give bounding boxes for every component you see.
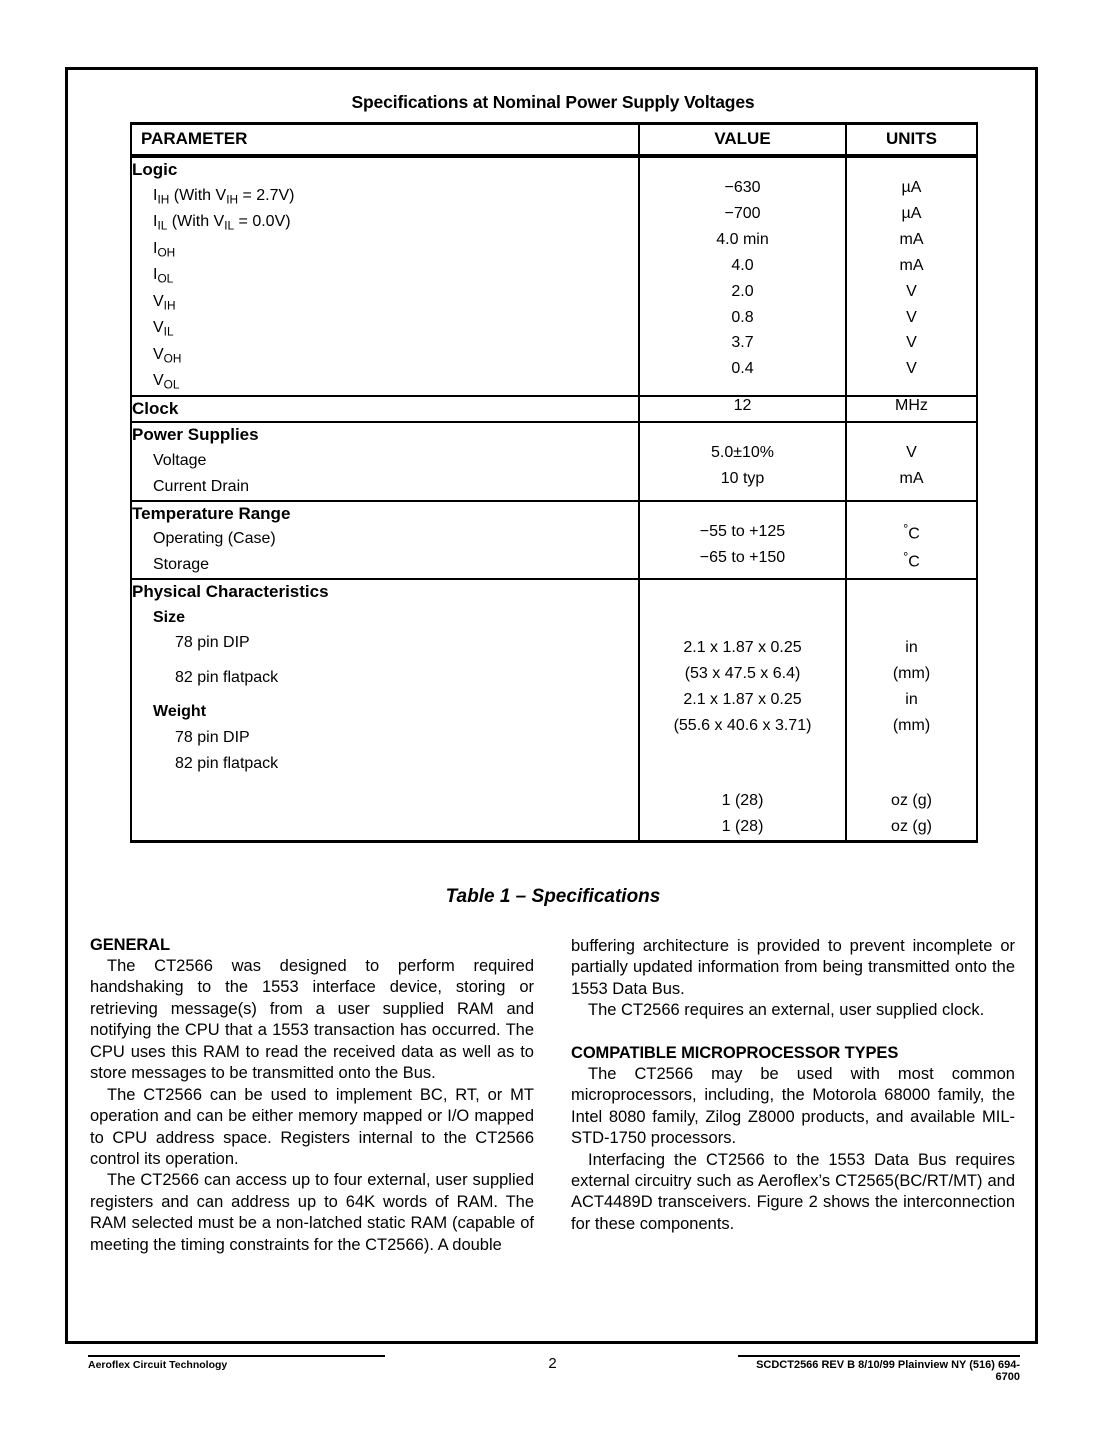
header-units: UNITS <box>846 124 977 157</box>
param-weight-82-pin-flatpack: 82 pin flatpack <box>175 754 279 772</box>
param-vol: $V_{OL}$ <box>153 372 180 392</box>
physical-parameter-cell <box>131 579 639 841</box>
general-paragraph-1: The CT2566 was designed to perform required handshaking to the 1553 interface device, storing or retrieving message(s) from a user supplied RAM and notifying the CPU that a 1553 transaction has occurred. The CPU uses this RAM to read the received data as well as to store messages to be transmitted onto the Bus. <box>90 957 534 1083</box>
temp-units-cell <box>846 501 977 579</box>
units-operating-case: °C <box>903 520 920 542</box>
physical-units-cell <box>846 579 977 841</box>
specifications-table <box>130 122 978 843</box>
units-vil: V <box>906 308 917 326</box>
clock-parameter-cell <box>131 396 639 423</box>
value-voh: 3.7 <box>731 334 754 352</box>
units-vol: V <box>906 360 917 378</box>
param-current-drain: Current Drain <box>153 477 250 495</box>
temp-value-cell <box>639 501 846 579</box>
value-iih: −630 <box>724 179 761 196</box>
value-voltage: 5.0±10% <box>710 444 775 462</box>
table-header-row <box>131 124 977 157</box>
general-paragraph-3: The CT2566 can access up to four external, user supplied registers and can address up to 64K words of RAM. The RAM selected must be a non-latched static RAM (capable of meeting the timing constraints for the CT2566). A double <box>90 1171 534 1254</box>
value-vil: 0.8 <box>731 308 754 326</box>
left-text-column <box>90 936 534 1256</box>
clock-units-cell: MHz <box>846 396 977 423</box>
value-vol: 0.4 <box>731 360 754 378</box>
header-value: VALUE <box>639 124 846 157</box>
footer-company: Aeroflex Circuit Technology <box>88 1355 385 1371</box>
param-iil: $I_{IL}$ (With $V_{IL} = 0.0V$) <box>153 213 291 233</box>
section-heading-compatible-microprocessor-types: COMPATIBLE MICROPROCESSOR TYPES <box>571 1043 899 1062</box>
units-weight-78-dip: oz (g) <box>891 791 932 809</box>
logic-parameter-cell <box>131 156 639 396</box>
right-text-column <box>571 936 1015 1256</box>
table-row-group-temperature-range <box>131 501 977 579</box>
section-heading-general: GENERAL <box>90 936 170 954</box>
param-vih: $V_{IH}$ <box>153 292 176 312</box>
body-text-columns <box>90 936 1015 1256</box>
footer-document-id: SCDCT2566 REV B 8/10/99 Plainview NY (516) 694-6700 <box>738 1355 1020 1383</box>
value-weight-82-flat: 1 (28) <box>721 817 764 835</box>
value-storage: −65 to +150 <box>699 548 786 566</box>
header-parameter: PARAMETER <box>131 124 639 157</box>
table-row-group-power-supplies <box>131 422 977 500</box>
footer-page-number: 2 <box>548 1355 557 1372</box>
param-iih: $I_{IH}$ (With $V_{IH} = 2.7V$) <box>153 186 295 206</box>
table-caption: Table 1 – Specifications <box>445 886 661 907</box>
units-iol: mA <box>899 256 924 274</box>
value-size-78-dip-in: 2.1 x 1.87 x 0.25 <box>683 639 802 657</box>
group-label-temperature-range: Temperature Range <box>132 503 291 523</box>
power-units-cell <box>846 422 977 500</box>
value-size-82-flat-mm: (55.6 x 40.6 x 3.71) <box>673 716 812 734</box>
logic-units-cell <box>846 156 977 396</box>
clock-value-cell: 12 <box>639 396 846 423</box>
microprocessor-paragraph-2: Interfacing the CT2566 to the 1553 Data Bus requires external circuitry such as Aeroflex’s CT2565(BC/RT/MT) and ACT4489D transceivers. Figure 2 shows the interconnection for these components. <box>571 1150 1015 1233</box>
group-label-power-supplies: Power Supplies <box>132 425 259 445</box>
physical-value-cell <box>639 579 846 841</box>
units-size-78-dip-mm: (mm) <box>892 664 931 682</box>
units-size-78-dip-in: in <box>905 639 918 657</box>
group-label-physical-characteristics: Physical Characteristics <box>132 582 329 602</box>
subgroup-label-size: Size <box>153 608 186 626</box>
table-row-group-logic <box>131 156 977 396</box>
table-title: Specifications at Nominal Power Supply Voltages <box>351 92 755 112</box>
units-storage: °C <box>903 548 920 571</box>
param-size-78-pin-dip: 78 pin DIP <box>175 634 250 652</box>
param-ioh: $I_{OH}$ <box>153 239 176 259</box>
general-paragraph-2: The CT2566 can be used to implement BC, RT, or MT operation and can be either memory mapped or I/O mapped to CPU address space. Registers internal to the CT2566 control its operation. <box>90 1085 534 1168</box>
group-label-logic: Logic <box>132 160 178 179</box>
param-weight-78-pin-dip: 78 pin DIP <box>175 729 250 747</box>
group-label-clock: Clock <box>132 398 179 418</box>
units-size-82-flat-in: in <box>905 690 918 708</box>
units-weight-82-flat: oz (g) <box>891 817 932 835</box>
param-storage: Storage <box>153 556 210 574</box>
value-iol: 4.0 <box>731 256 754 274</box>
general-paragraph-4: The CT2566 requires an external, user supplied clock. <box>588 1001 985 1020</box>
param-vil: $V_{IL}$ <box>153 319 174 339</box>
value-current-drain: 10 typ <box>720 470 765 488</box>
units-current-drain: mA <box>899 470 924 488</box>
units-size-82-flat-mm: (mm) <box>892 716 931 734</box>
value-iil: −700 <box>724 204 761 222</box>
param-size-82-pin-flatpack: 82 pin flatpack <box>175 668 279 686</box>
value-operating-case: −55 to +125 <box>699 522 786 540</box>
value-size-78-dip-mm: (53 x 47.5 x 6.4) <box>684 664 801 682</box>
table-row-group-physical-characteristics <box>131 579 977 841</box>
temp-parameter-cell <box>131 501 639 579</box>
param-voh: $V_{OH}$ <box>153 345 182 365</box>
value-size-82-flat-in: 2.1 x 1.87 x 0.25 <box>683 690 802 708</box>
table-row-group-clock <box>131 396 977 423</box>
logic-value-cell <box>639 156 846 396</box>
units-vih: V <box>906 282 917 300</box>
value-ioh: 4.0 min <box>716 230 769 248</box>
power-value-cell <box>639 422 846 500</box>
specifications-table-block <box>130 92 976 843</box>
units-voh: V <box>906 334 917 352</box>
subgroup-label-weight: Weight <box>153 703 207 721</box>
units-iil: µA <box>901 204 922 222</box>
param-operating-case: Operating (Case) <box>153 530 276 548</box>
param-iol: $I_{OL}$ <box>153 266 174 286</box>
value-vih: 2.0 <box>731 282 754 300</box>
general-paragraph-continuation: buffering architecture is provided to prevent incomplete or partially updated information from being transmitted onto the 1553 Data Bus. <box>571 937 1015 998</box>
value-weight-78-dip: 1 (28) <box>721 791 764 809</box>
page-footer <box>0 1352 1105 1392</box>
units-ioh: mA <box>899 230 924 248</box>
param-voltage: Voltage <box>153 451 207 469</box>
units-voltage: V <box>906 444 917 462</box>
units-iih: µA <box>901 179 922 196</box>
power-parameter-cell <box>131 422 639 500</box>
microprocessor-paragraph-1: The CT2566 may be used with most common microprocessors, including, the Motorola 68000 family, the Intel 8080 family, Zilog Z8000 products, and available MIL-STD-1750 processors. <box>571 1064 1015 1148</box>
